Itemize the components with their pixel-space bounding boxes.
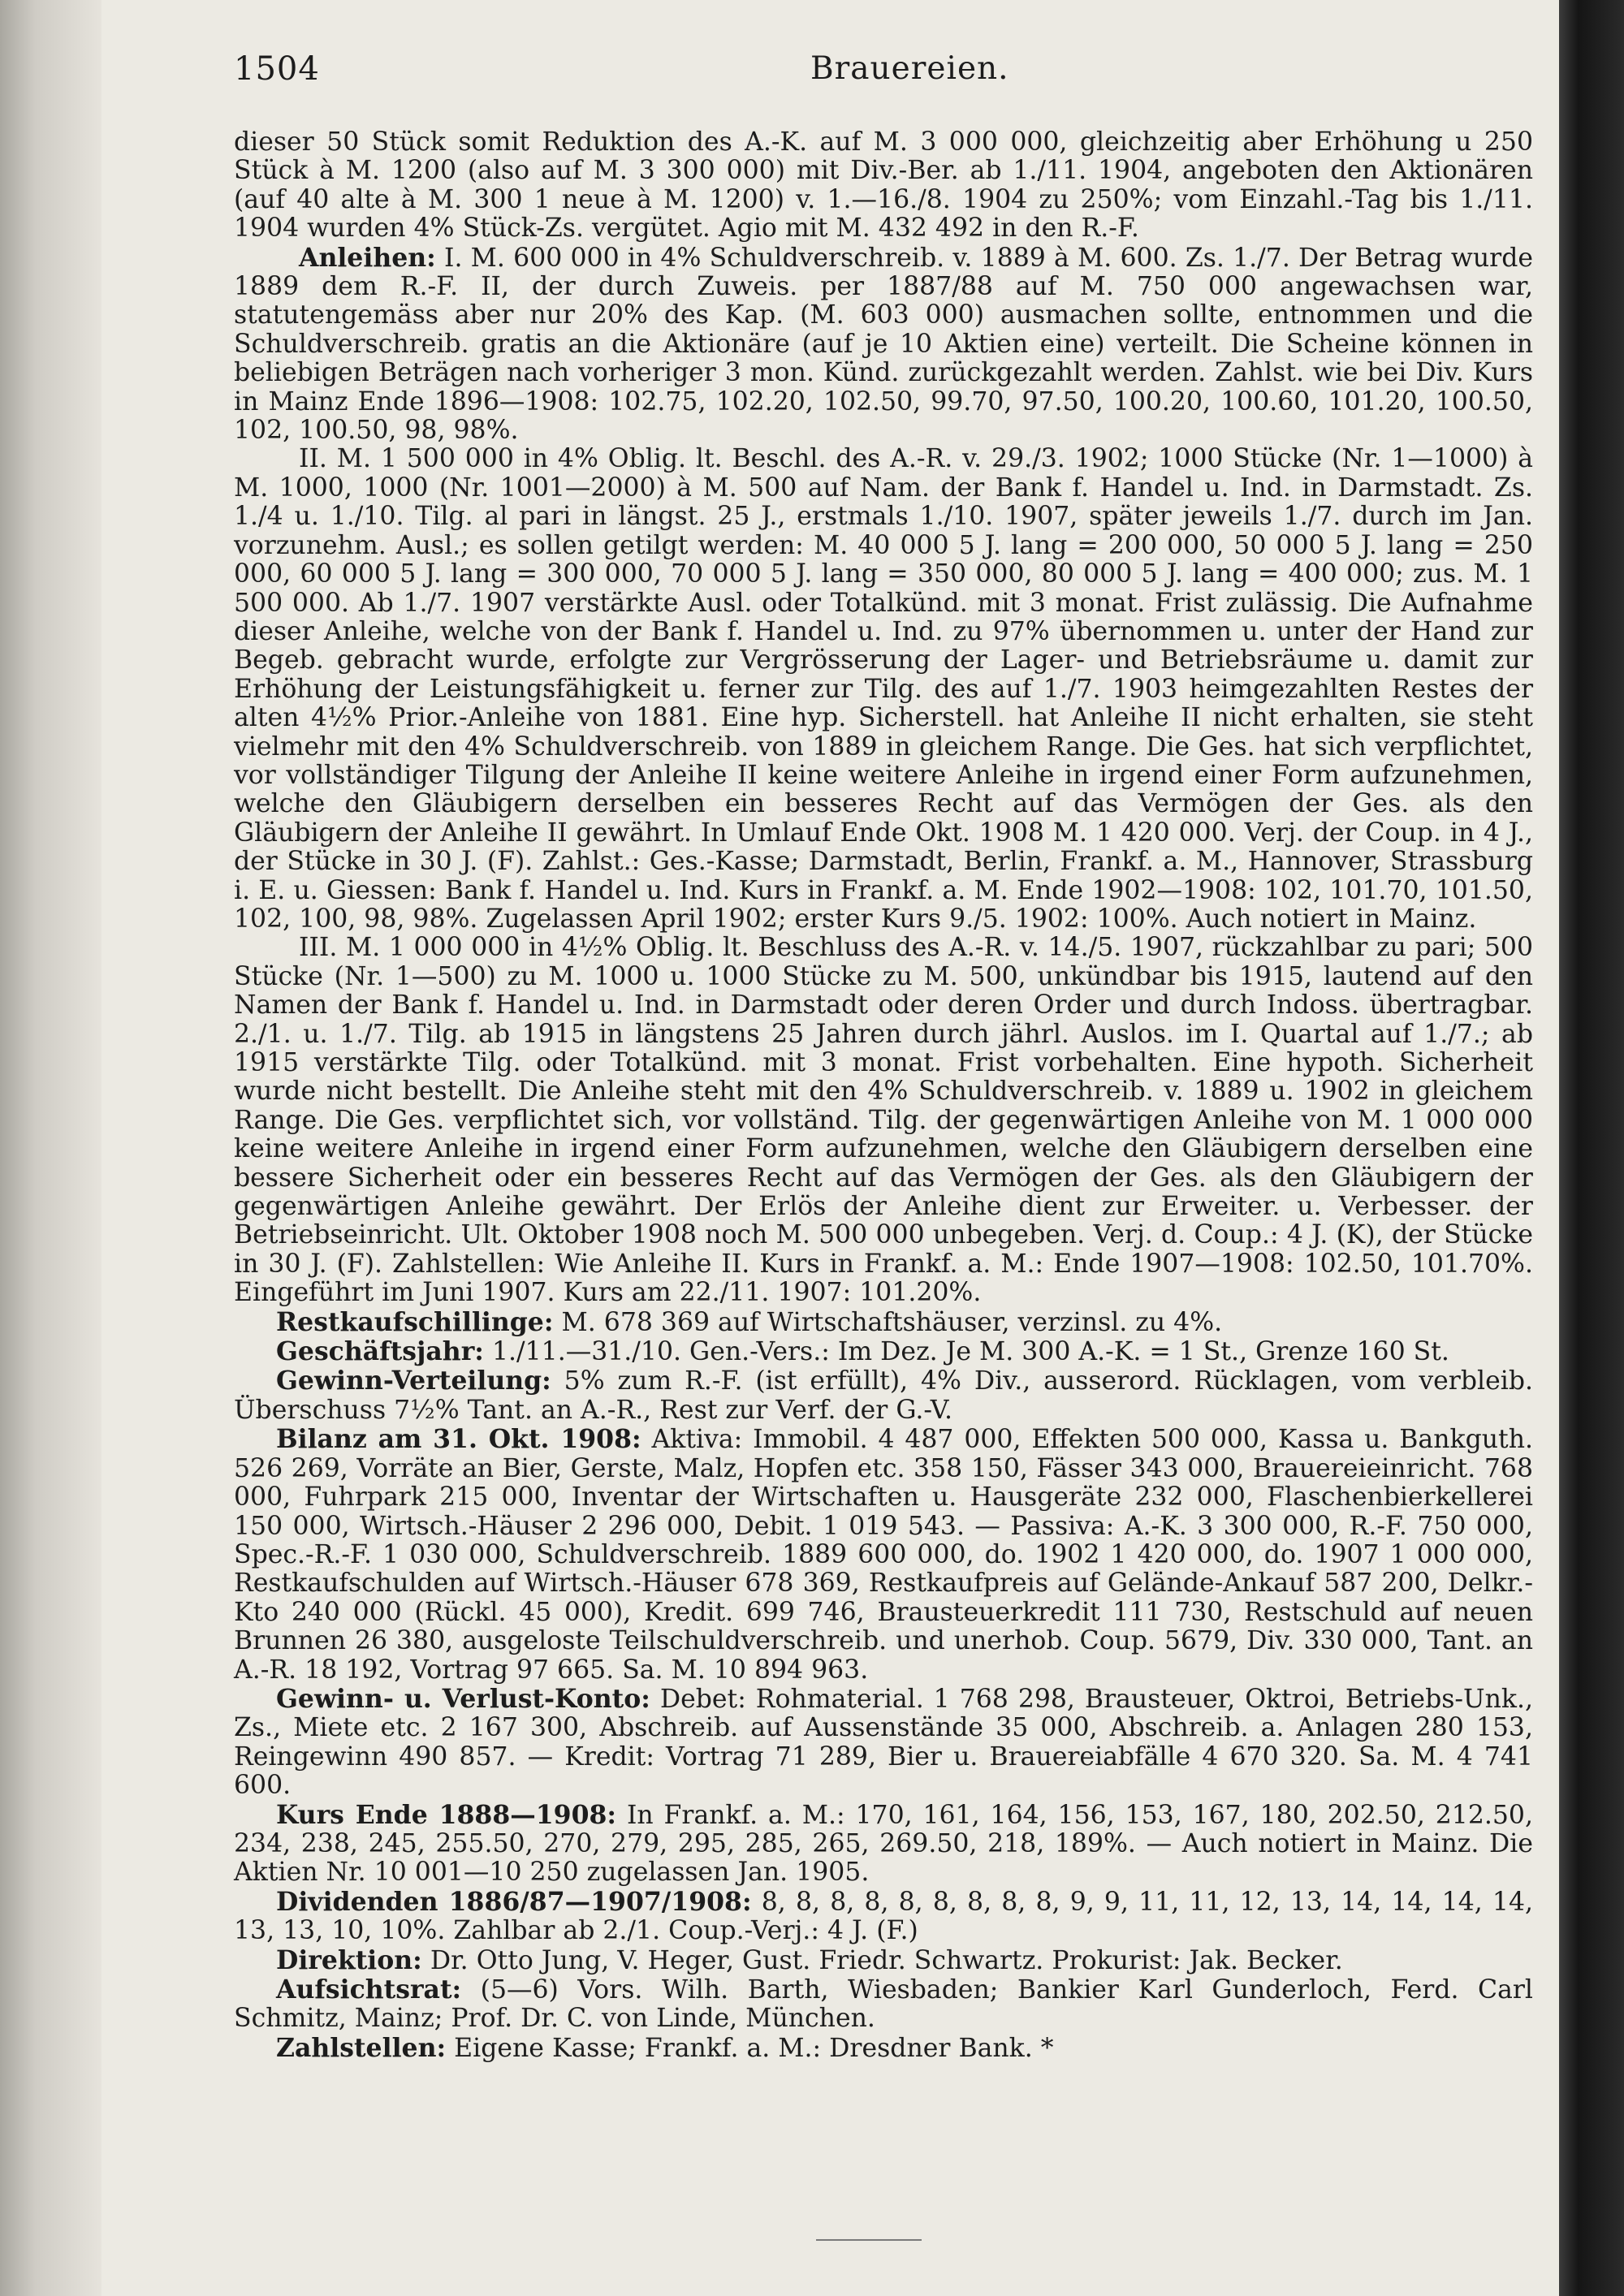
section-label: Geschäftsjahr: <box>276 1336 484 1367</box>
paragraph-text: 5% zum R.-F. (ist erfüllt), 4% Div., ausserord. Rücklagen, vom verbleib. Überschuss 7½% Tant. an A.-R., Rest zur Verf. der G.-V. <box>234 1366 1533 1425</box>
footer-rule <box>816 2239 922 2241</box>
paragraph-text: dieser 50 Stück somit Reduktion des A.-K. auf M. 3 000 000, gleichzeitig aber Erhöhung u 250 Stück à M. 1200 (also auf M. 3 300 000) mit Div.-Ber. ab 1./11. 1904, angeboten den Aktionären (auf 40 alte à M. 300 1 neue à M. 1200) v. 1.—16./8. 1904 zu 250%; vom Einzahl.-Tag bis 1./11. 1904 wurden 4% Stück-Zs. vergütet. Agio mit M. 432 492 in den R.-F. <box>234 127 1533 244</box>
paragraph-capital-reduction <box>234 128 1533 244</box>
paragraph-text: Aktiva: Immobil. 4 487 000, Effekten 500 000, Kassa u. Bankguth. 526 269, Vorräte an Bier, Gerste, Malz, Hopfen etc. 358 150, Fässer 343 000, Brauereieinricht. 768 000, Fuhrpark 215 000, Inventar der Wirtschaften u. Hausgeräte 232 000, Flaschenbierkellerei 150 000, Wirtsch.-Häuser 2 296 000, Debit. 1 019 543. — Passiva: A.-K. 3 300 000, R.-F. 750 000, Spec.-R.-F. 1 030 000, Schuldverschreib. 1889 600 000, do. 1902 1 420 000, do. 1907 1 000 000, Restkaufschulden auf Wirtsch.-Häuser 678 369, Restkaufpreis auf Gelände-Ankauf 587 200, Delkr.-Kto 240 000 (Rückl. 45 000), Kredit. 699 746, Brausteuerkredit 111 730, Restschuld auf neuen Brunnen 26 380, ausgeloste Teilschuldverschreib. und unerhob. Coup. 5679, Div. 330 000, Tant. an A.-R. 18 192, Vortrag 97 665. Sa. M. 10 894 963. <box>234 1425 1533 1685</box>
paragraph-text: (5—6) Vors. Wilh. Barth, Wiesbaden; Bankier Karl Gunderloch, Ferd. Carl Schmitz, Mainz; Prof. Dr. C. von Linde, München. <box>234 1975 1533 2034</box>
paragraph-dividenden <box>234 1888 1533 1946</box>
paragraph-text: III. M. 1 000 000 in 4½% Oblig. lt. Beschluss des A.-R. v. 14./5. 1907, rückzahlbar zu pari; 500 Stücke (Nr. 1—500) zu M. 1000 u. 1000 Stücke zu M. 500, unkündbar bis 1915, lautend auf den Namen der Bank f. Handel u. Ind. in Darmstadt oder deren Order und durch Indoss. übertragbar. 2./1. u. 1./7. Tilg. ab 1915 in längstens 25 Jahren durch jährl. Auslos. im I. Quartal auf 1./7.; ab 1915 verstärkte Tilg. oder Totalkünd. mit 3 monat. Frist vorbehalten. Eine hypoth. Sicherheit wurde nicht bestellt. Die Anleihe steht mit den 4% Schuldverschreib. v. 1889 u. 1902 in gleichem Range. Die Ges. verpflichtet sich, vor vollständ. Tilg. der gegenwärtigen Anleihe von M. 1 000 000 keine weitere Anleihe in irgend einer Form aufzunehmen, welche den Gläubigern derselben eine bessere Sicherheit oder ein besseres Recht auf das Vermögen der Ges. als den Gläubigern der gegenwärtigen Anleihe gewährt. Der Erlös der Anleihe dient zur Erweiter. u. Verbesser. der Betriebseinricht. Ult. Oktober 1908 noch M. 500 000 unbegeben. Verj. d. Coup.: 4 J. (K), der Stücke in 30 J. (F). Zahlstellen: Wie Anleihe II. Kurs in Frankf. a. M.: Ende 1907—1908: 102.50, 101.70%. Eingeführt im Juni 1907. Kurs am 22./11. 1907: 101.20%. <box>234 933 1533 1308</box>
paragraph-text: II. M. 1 500 000 in 4% Oblig. lt. Beschl. des A.-R. v. 29./3. 1902; 1000 Stücke (Nr. 1—1000) à M. 1000, 1000 (Nr. 1001—2000) à M. 500 auf Nam. der Bank f. Handel u. Ind. in Darmstadt. Zs. 1./4 u. 1./10. Tilg. al pari in längst. 25 J., erstmals 1./10. 1907, später jeweils 1./7. durch im Jan. vorzunehm. Ausl.; es sollen getilgt werden: M. 40 000 5 J. lang = 200 000, 50 000 5 J. lang = 250 000, 60 000 5 J. lang = 300 000, 70 000 5 J. lang = 350 000, 80 000 5 J. lang = 400 000; zus. M. 1 500 000. Ab 1./7. 1907 verstärkte Ausl. oder Totalkünd. mit 3 monat. Frist zulässig. Die Aufnahme dieser Anleihe, welche von der Bank f. Handel u. Ind. zu 97% übernommen u. unter der Hand zur Begeb. gebracht wurde, erfolgte zur Vergrösserung der Lager- und Betriebsräume u. damit zur Erhöhung der Leistungsfähigkeit u. ferner zur Tilg. des auf 1./7. 1903 heimgezahlten Restes der alten 4½% Prior.-Anleihe von 1881. Eine hyp. Sicherstell. hat Anleihe II nicht erhalten, sie steht vielmehr mit den 4% Schuldverschreib. von 1889 in gleichem Range. Die Ges. hat sich verpflichtet, vor vollständiger Tilgung der Anleihe II keine weitere Anleihe in irgend einer Form aufzunehmen, welche den Gläubigern derselben ein besseres Recht auf das Vermögen der Ges. als den Gläubigern der Anleihe II gewährt. In Umlauf Ende Okt. 1908 M. 1 420 000. Verj. der Coup. in 4 J., der Stücke in 30 J. (F). Zahlst.: Ges.-Kasse; Darmstadt, Berlin, Frankf. a. M., Hannover, Strassburg i. E. u. Giessen: Bank f. Handel u. Ind. Kurs in Frankf. a. M. Ende 1902—1908: 102, 101.70, 101.50, 102, 100, 98, 98%. Zugelassen April 1902; erster Kurs 9./5. 1902: 100%. Auch notiert in Mainz. <box>234 444 1533 934</box>
paragraph-text: I. M. 600 000 in 4% Schuldverschreib. v. 1889 à M. 600. Zs. 1./7. Der Betrag wurde 1889 dem R.-F. II, der durch Zuweis. per 1887/88 auf M. 750 000 angewachsen war, statutengemäss aber nur 20% des Kap. (M. 603 000) ausmachen sollte, entnommen und die Schuldverschreib. gratis an die Aktionäre (auf je 10 Aktien eine) verteilt. Die Scheine können in beliebigen Beträgen nach vorheriger 3 mon. Künd. zurückgezahlt werden. Zahlst. wie bei Div. Kurs in Mainz Ende 1896—1908: 102.75, 102.20, 102.50, 99.70, 97.50, 100.20, 100.60, 101.20, 100.50, 102, 100.50, 98, 98%. <box>234 243 1534 446</box>
page-edge-shadow <box>1559 0 1624 2296</box>
section-label: Anleihen: <box>299 242 436 273</box>
section-label: Gewinn- u. Verlust-Konto: <box>276 1683 650 1714</box>
paragraph-anleihe-iii <box>234 934 1533 1307</box>
page-header <box>234 50 1549 99</box>
section-label: Zahlstellen: <box>276 2032 447 2063</box>
paragraph-text: In Frankf. a. M.: 170, 161, 164, 156, 153, 167, 180, 202.50, 212.50, 234, 238, 245, 255.50, 270, 279, 295, 285, 265, 269.50, 218, 189%. — Auch notiert in Mainz. Die Aktien Nr. 10 001—10 250 zugelassen Jan. 1905. <box>234 1800 1533 1888</box>
paragraph-anleihe-ii <box>234 445 1533 934</box>
section-label: Bilanz am 31. Okt. 1908: <box>276 1424 641 1455</box>
page-number: 1504 <box>234 50 320 88</box>
running-title: Brauereien. <box>810 50 1009 87</box>
section-label: Gewinn-Verteilung: <box>276 1366 551 1396</box>
paragraph-text: 8, 8, 8, 8, 8, 8, 8, 8, 8, 9, 9, 11, 11, 12, 13, 14, 14, 14, 14, 13, 13, 10, 10%. Zahlbar ab 2./1. Coup.-Verj.: 4 J. (F.) <box>234 1887 1534 1946</box>
paragraph-restkaufschillinge <box>234 1308 1533 1337</box>
document-body <box>234 128 1533 2063</box>
paragraph-zahlstellen <box>234 2034 1533 2063</box>
paragraph-text: 1./11.—31./10. Gen.-Vers.: Im Dez. Je M. 300 A.-K. = 1 St., Grenze 160 St. <box>491 1337 1449 1367</box>
paragraph-aufsichtsrat <box>234 1975 1533 2034</box>
paragraph-gewinn-verteilung <box>234 1366 1533 1425</box>
paragraph-kurs <box>234 1801 1533 1888</box>
paragraph-text: Eigene Kasse; Frankf. a. M.: Dresdner Bank. * <box>454 2033 1054 2063</box>
section-label: Dividenden 1886/87—1907/1908: <box>276 1886 752 1917</box>
paragraph-geschaeftsjahr <box>234 1337 1533 1366</box>
section-label: Direktion: <box>276 1944 422 1975</box>
section-label: Restkaufschillinge: <box>276 1306 554 1337</box>
paragraph-text: Debet: Rohmaterial. 1 768 298, Brausteuer, Oktroi, Betriebs-Unk., Zs., Miete etc. 2 167 300, Abschreib. auf Aussenstände 35 000, Abschreib. a. Anlagen 280 153, Reingewinn 490 857. — Kredit: Vortrag 71 289, Bier u. Brauereiabfälle 4 670 320. Sa. M. 4 741 600. <box>234 1684 1533 1801</box>
paragraph-gewinn-verlust-konto <box>234 1685 1533 1801</box>
paragraph-text: Dr. Otto Jung, V. Heger, Gust. Friedr. Schwartz. Prokurist: Jak. Becker. <box>430 1945 1343 1975</box>
paragraph-text: M. 678 369 auf Wirtschaftshäuser, verzinsl. zu 4%. <box>561 1307 1223 1337</box>
section-label: Aufsichtsrat: <box>276 1974 462 2005</box>
paragraph-anleihen <box>234 244 1533 446</box>
binding-gutter <box>0 0 102 2296</box>
section-label: Kurs Ende 1888—1908: <box>276 1799 617 1830</box>
paragraph-direktion <box>234 1946 1533 1975</box>
paragraph-bilanz <box>234 1425 1533 1685</box>
